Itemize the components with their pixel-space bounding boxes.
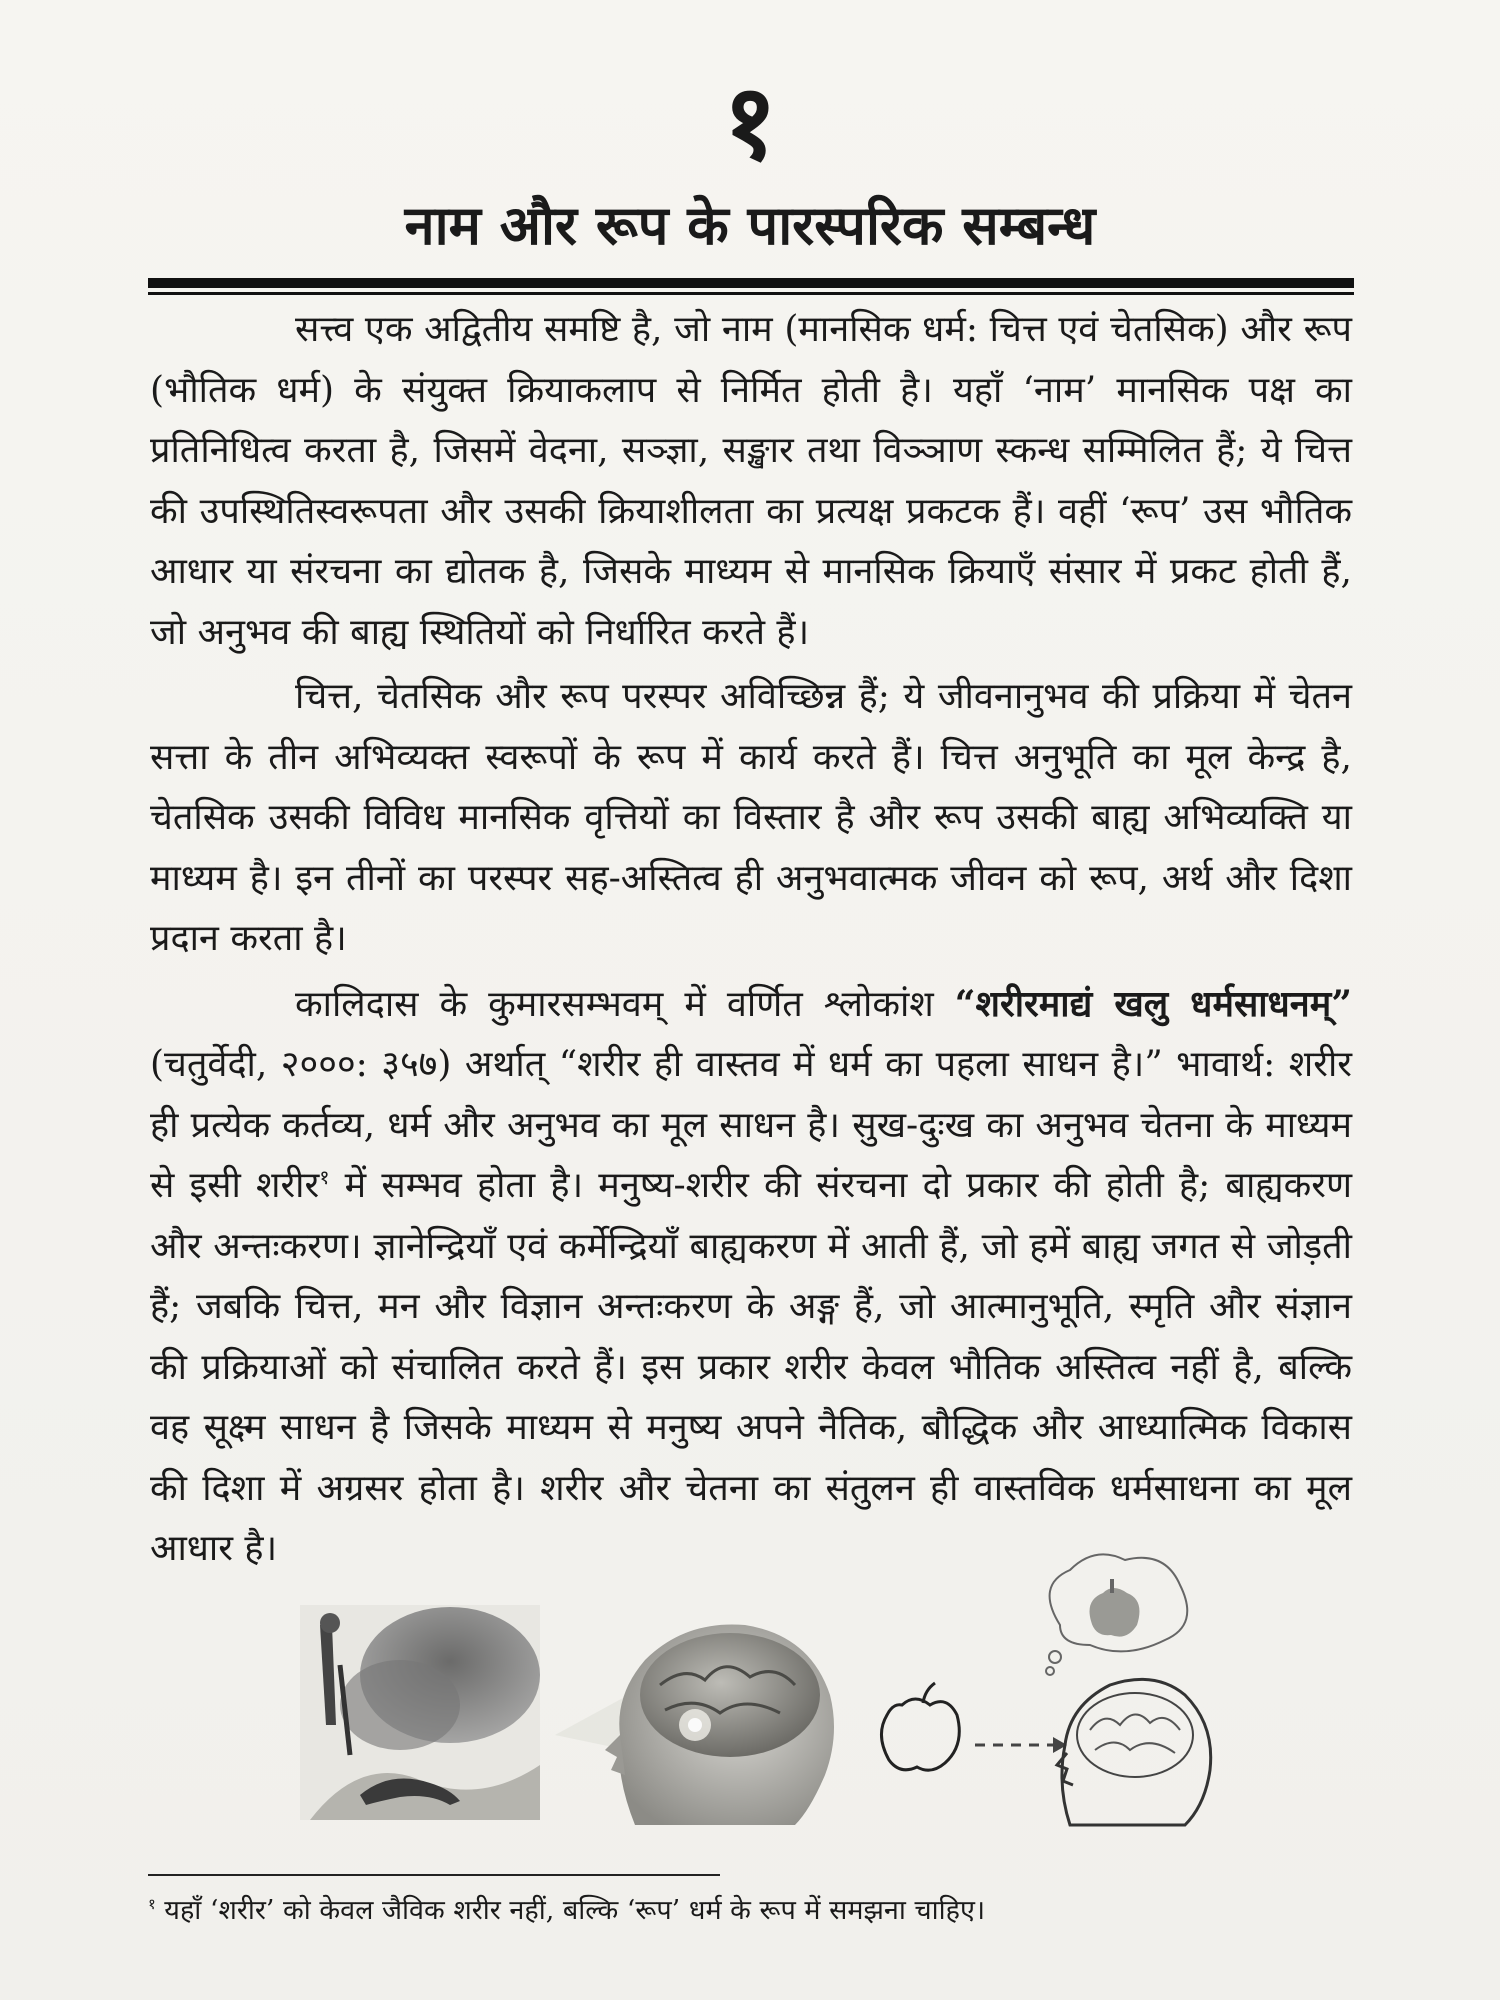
footnote (148, 1893, 1358, 1928)
title-rule-thick (148, 278, 1354, 288)
sanskrit-quote: “शरीरमाद्यं खलु धर्मसाधनम्” (954, 982, 1352, 1025)
paragraph-2: चित्त, चेतसिक और रूप परस्पर अविच्छिन्न हैं; ये जीवनानुभव की प्रक्रिया में चेतन सत्ता के तीन अभिव्यक्त स्वरूपों के रूप में कार्य करते हैं। चित्त अनुभूति का मूल केन्द्र है, चेतसिक उसकी विविध मानसिक वृत्तियों का विस्तार है और रूप उसकी बाह्य अभिव्यक्ति या माध्यम है। इन तीनों का परस्पर सह-अस्तित्व ही अनुभवात्मक जीवन को रूप, अर्थ और दिशा प्रदान करता है। (150, 676, 1352, 959)
paragraph-1: सत्त्व एक अद्वितीय समष्टि है, जो नाम (मानसिक धर्म: चित्त एवं चेतसिक) और रूप (भौतिक धर्म) के संयुक्त क्रियाकलाप से निर्मित होती है। यहाँ ‘नाम’ मानसिक पक्ष का प्रतिनिधित्व करता है, जिसमें वेदना, सञ्ज्ञा, सङ्खार तथा विञ्ञाण स्कन्ध सम्मिलित हैं; ये चित्त की उपस्थितिस्वरूपता और उसकी क्रियाशीलता का प्रत्यक्ष प्रकटक हैं। वहीं ‘रूप’ उस भौतिक आधार या संरचना का द्योतक है, जिसके माध्यम से मानसिक क्रियाएँ संसार में प्रकट होती हैं, जो अनुभव की बाह्य स्थितियों को निर्धारित करते हैं। (150, 309, 1352, 653)
head-brain-illustration (545, 1585, 845, 1830)
apple-perception-illustration (845, 1545, 1225, 1830)
body-text (150, 300, 1352, 1580)
paragraph-3-rest: में सम्भव होता है। मनुष्य-शरीर की संरचना दो प्रकार की होती है; बाह्यकरण और अन्तःकरण। ज्ञानेन्द्रियाँ एवं कर्मेन्द्रियाँ बाह्यकरण में आती हैं, जो हमें बाह्य जगत से जोड़ती हैं; जबकि चित्त, मन और विज्ञान अन्तःकरण के अङ्ग हैं, जो आत्मानुभूति, स्मृति और संज्ञान की प्रक्रियाओं को संचालित करते हैं। इस प्रकार शरीर केवल भौतिक अस्तित्व नहीं है, बल्कि वह सूक्ष्म साधन है जिसके माध्यम से मनुष्य अपने नैतिक, बौद्धिक और आध्यात्मिक विकास की दिशा में अग्रसर होता है। शरीर और चेतना का संतुलन ही वास्तविक धर्मसाधना का मूल आधार है। (150, 1165, 1353, 1569)
chapter-title: नाम और रूप के पारस्परिक सम्बन्ध (404, 194, 1096, 257)
footnote-separator (148, 1874, 720, 1876)
footnote-reference: १ (319, 1166, 330, 1189)
title-rule-thin (148, 292, 1354, 295)
paragraph-3 (150, 974, 1352, 1580)
chapter-number: १ (722, 61, 778, 183)
paragraph-3-after-quote: (चतुर्वेदी, २०००: ३५७) अर्थात् “शरीर ही वास्तव में धर्म का पहला साधन है।” भावार्थ: शरीर ही प्रत्येक कर्तव्य, धर्म और अनुभव का मूल साधन है। सुख-दुःख का अनुभव चेतना के माध्यम से इसी शरीर (150, 1044, 1352, 1206)
paragraph-3-intro: कालिदास के कुमारसम्भवम् में वर्णित श्लोकांश (295, 983, 955, 1025)
footnote-marker: १ (148, 1895, 156, 1913)
footnote-text: यहाँ ‘शरीर’ को केवल जैविक शरीर नहीं, बल्कि ‘रूप’ धर्म के रूप में समझना चाहिए। (155, 1895, 986, 1926)
animal-scene-illustration (300, 1605, 540, 1820)
